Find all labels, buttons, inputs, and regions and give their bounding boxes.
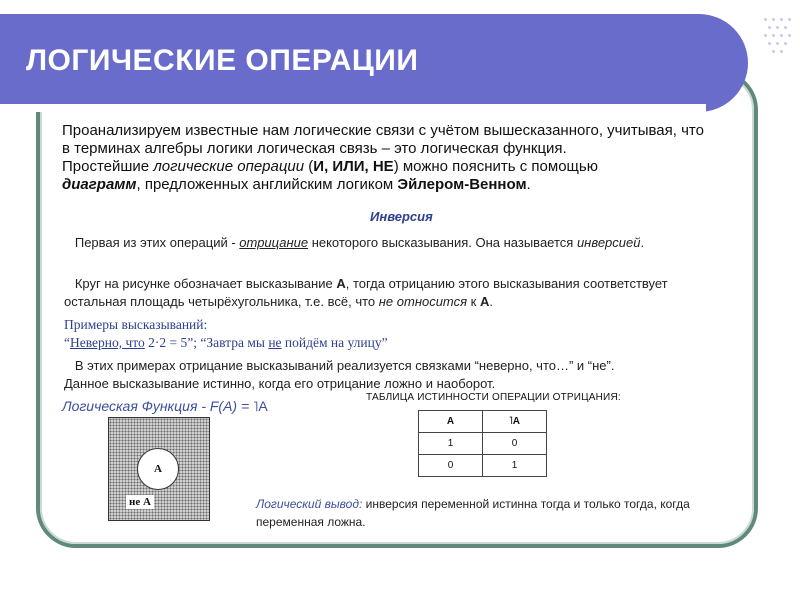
- intro-line-2: Простейшие логические операции (И, ИЛИ, НЕ) можно пояснить с помощью диаграмм, предложенных английским логиком Эйлером-Венном.: [62, 158, 598, 193]
- truth-table-title: ТАБЛИЦА ИСТИННОСТИ ОПЕРАЦИИ ОТРИЦАНИЯ:: [366, 392, 621, 403]
- conclusion-text: инверсия переменной истинна тогда и только тогда, когда переменная ложна.: [256, 497, 690, 529]
- table-row: [419, 455, 547, 477]
- conclusion: [256, 495, 726, 531]
- table-row: [419, 433, 547, 455]
- conclusion-label: Логический вывод:: [256, 497, 363, 511]
- section-title: Инверсия: [370, 209, 433, 224]
- examples-block: [64, 316, 704, 352]
- paragraph-circle: Круг на рисунке обозначает высказывание А, тогда отрицанию этого высказывания соответствует остальная площадь четырёхугольника, т.е. всё, что не относится к А.: [64, 276, 668, 309]
- intro-line-1: Проанализируем известные нам логические связи с учётом вышесказанного, учитывая, что в терминах алгебры логики логическая связь – это логическая функция.: [62, 122, 704, 157]
- table-header-row: [419, 411, 547, 433]
- table-header-cell: A: [419, 411, 483, 433]
- paragraph-connectives: В этих примерах отрицание высказываний реализуется связками “неверно, что…” и “не”. Данное высказывание истинно, когда его отрицание ложно и наоборот.: [64, 358, 615, 391]
- examples-title: Примеры высказываний:: [64, 317, 208, 332]
- decorative-dots: [762, 16, 794, 68]
- truth-table: [418, 410, 547, 477]
- table-cell: 0: [483, 433, 547, 455]
- table-cell: 0: [419, 455, 483, 477]
- title-bar-divider: [0, 104, 706, 112]
- venn-circle-a: A: [137, 448, 179, 490]
- intro-text: [62, 122, 712, 194]
- paragraph-negation: Первая из этих операций - отрицание некоторого высказывания. Она называется инверсией.: [74, 235, 645, 250]
- venn-diagram: [108, 417, 210, 521]
- examples-list: “Неверно, что 2·2 = 5”; “Завтра мы не пойдём на улицу”: [64, 335, 388, 350]
- table-cell: 1: [483, 455, 547, 477]
- table-header-cell: ˥A: [483, 411, 547, 433]
- venn-outside-label: не A: [126, 495, 154, 509]
- table-cell: 1: [419, 433, 483, 455]
- logic-function: Логическая Функция - F(A) = ˥A: [62, 398, 268, 414]
- page-title: ЛОГИЧЕСКИЕ ОПЕРАЦИИ: [26, 44, 419, 77]
